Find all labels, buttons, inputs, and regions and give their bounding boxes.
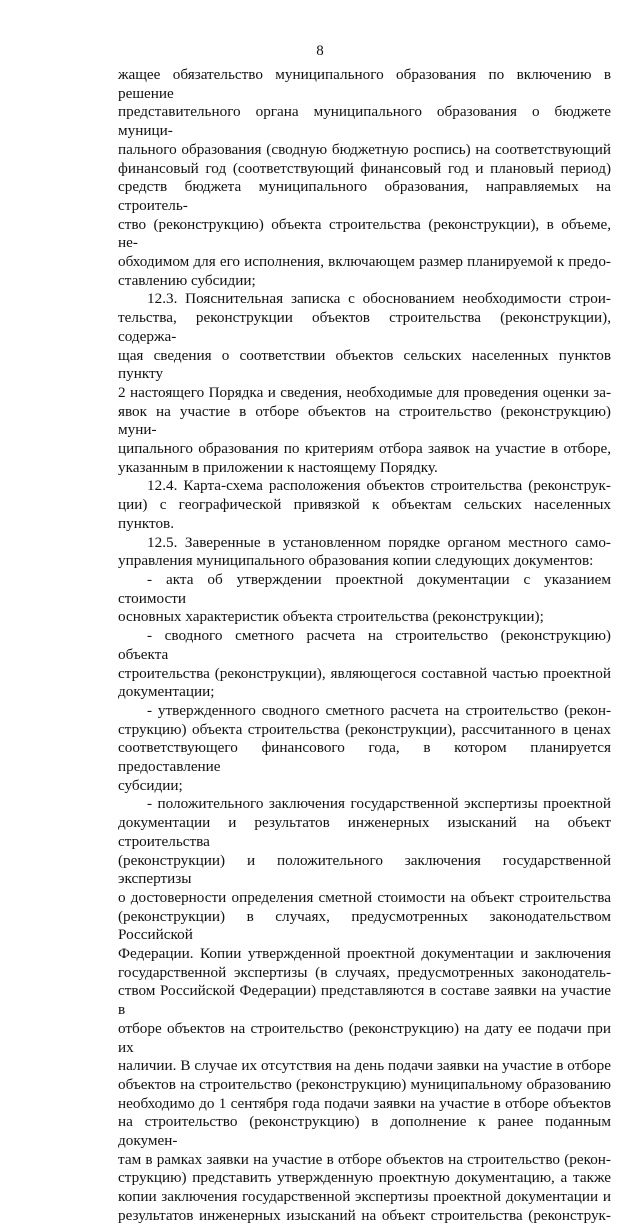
page-number: 8: [316, 43, 324, 59]
text-line: о достоверности определения сметной стоимости на объект строительства: [118, 888, 611, 906]
text-line: (реконструкции) в случаях, предусмотренных законодательством Российской: [118, 907, 611, 944]
text-line: финансовый год (соответствующий финансовый год и плановый период): [118, 159, 611, 177]
text-line: средств бюджета муниципального образования, направляемых на строитель-: [118, 178, 611, 214]
text-line: струкцию) представить утвержденную проектную документацию, а также: [118, 1169, 611, 1187]
text-line: отборе объектов на строительство (реконструкцию) на дату ее подачи при их: [118, 1019, 611, 1056]
text-line: необходимо до 1 сентября года подачи заявки на участие в отборе объектов: [118, 1094, 611, 1112]
text-line: ставлению субсидии;: [118, 271, 256, 289]
text-line: тельства, реконструкции объектов строительства (реконструкции), содержа-: [118, 309, 611, 345]
text-line: объектов на строительство (реконструкцию) муниципальному образованию: [118, 1075, 611, 1093]
text-line: 12.3. Пояснительная записка с обоснованием необходимости строи-: [147, 290, 611, 308]
text-line: - утвержденного сводного сметного расчета на строительство (рекон-: [147, 701, 611, 719]
text-line: управления муниципального образования копии следующих документов:: [118, 552, 594, 570]
text-line: 12.4. Карта-схема расположения объектов строительства (реконструк-: [147, 477, 611, 495]
text-line: копии заключения государственной экспертизы проектной документации и: [118, 1188, 611, 1206]
text-line: щая сведения о соответствии объектов сельских населенных пунктов пункту: [118, 346, 611, 383]
text-line: явок на участие в отборе объектов на строительство (реконструкцию) муни-: [118, 402, 611, 439]
text-line: ством Российской Федерации) представляются в составе заявки на участие в: [118, 982, 611, 1019]
text-line: пального образования (сводную бюджетную роспись) на соответствующий: [118, 140, 611, 158]
text-line: Федерации. Копии утвержденной проектной документации и заключения: [118, 945, 611, 963]
text-line: 2 настоящего Порядка и сведения, необходимые для проведения оценки за-: [118, 383, 611, 401]
text-line: документации;: [118, 683, 215, 701]
text-line: документации и результатов инженерных изысканий на объект строительства: [118, 814, 611, 850]
text-line: указанным в приложении к настоящему Порядку.: [118, 458, 438, 476]
text-line: соответствующего финансового года, в котором планируется предоставление: [118, 739, 611, 776]
text-line: государственной экспертизы (в случаях, предусмотренных законодатель-: [118, 963, 611, 981]
text-line: ции) с географической привязкой к объектам сельских населенных пунктов.: [118, 496, 611, 532]
text-line: - положительного заключения государственной экспертизы проектной: [147, 795, 611, 813]
text-line: 12.5. Заверенные в установленном порядке органом местного само-: [147, 533, 611, 551]
text-line: ципального образования по критериям отбора заявок на участие в отборе,: [118, 440, 611, 458]
text-line: субсидии;: [118, 776, 183, 794]
text-line: ство (реконструкцию) объекта строительства (реконструкции), в объеме, не-: [118, 215, 611, 252]
text-line: строительства (реконструкции), являющегося составной частью проектной: [118, 664, 611, 682]
text-line: - акта об утверждении проектной документации с указанием стоимости: [118, 570, 611, 607]
text-line: там в рамках заявки на участие в отборе объектов на строительство (рекон-: [118, 1150, 611, 1168]
text-line: жащее обязательство муниципального образования по включению в решение: [118, 66, 611, 102]
document-body: [118, 66, 611, 1226]
text-line: струкцию) объекта строительства (реконструкции), рассчитанного в ценах: [118, 720, 611, 738]
text-line: - сводного сметного расчета на строительство (реконструкцию) объекта: [118, 627, 611, 663]
text-line: обходимом для его исполнения, включающем размер планируемой к предо-: [118, 253, 611, 271]
text-line: наличии. В случае их отсутствия на день подачи заявки на участие в отборе: [118, 1057, 611, 1075]
text-line: результатов инженерных изысканий на объект строительства (реконструк-: [118, 1206, 611, 1224]
text-line: (реконструкции) и положительного заключения государственной экспертизы: [118, 851, 611, 888]
text-line: представительного органа муниципального образования о бюджете муници-: [118, 103, 611, 140]
text-line: основных характеристик объекта строительства (реконструкции);: [118, 608, 544, 626]
text-line: на строительство (реконструкцию) в дополнение к ранее поданным докумен-: [118, 1113, 611, 1150]
